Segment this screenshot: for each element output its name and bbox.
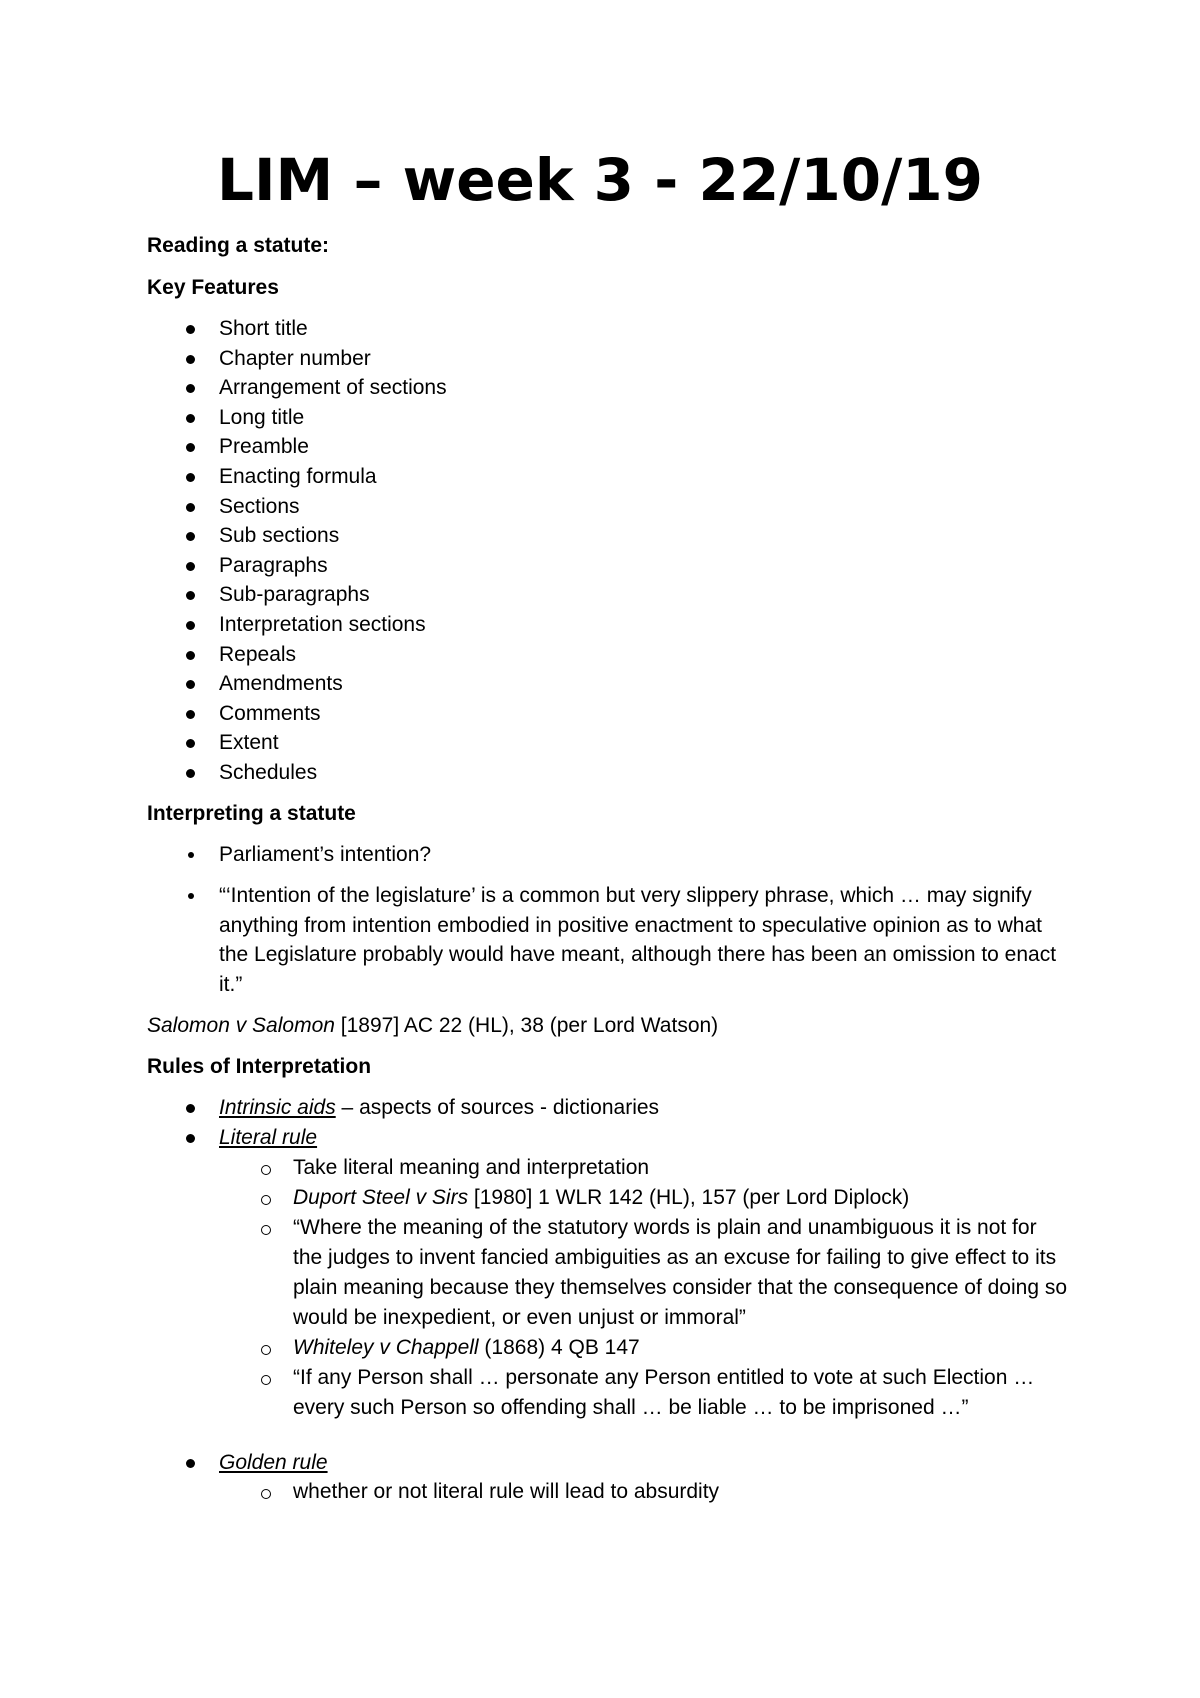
golden-rule-sublist	[147, 1477, 1067, 1507]
golden-rule-list	[147, 1448, 1067, 1478]
list-item	[147, 1123, 1067, 1153]
case-name: Whiteley v Chappell	[293, 1335, 479, 1359]
feature-item: Repeals	[147, 640, 1067, 670]
literal-rule-label: Literal rule	[219, 1126, 318, 1150]
sublist-item: “If any Person shall … personate any Person entitled to vote at such Election … every such Person so offending shall … be liable … to be imprisoned …”	[147, 1363, 1067, 1423]
page-title: LIM – week 3 - 22/10/19	[217, 146, 983, 214]
sublist-item: whether or not literal rule will lead to absurdity	[147, 1477, 1067, 1507]
list-item	[147, 1093, 1067, 1123]
intrinsic-aids-text: – aspects of sources - dictionaries	[335, 1096, 660, 1120]
rules-list	[147, 1093, 1067, 1152]
list-item: “‘Intention of the legislature’ is a common but very slippery phrase, which … may signify anything from intention embodied in positive enactment to speculative opinion as to what the Legislature probably would have meant, although there has been an omission to enact it.”	[147, 881, 1067, 999]
feature-item: Short title	[147, 314, 1067, 344]
feature-item: Arrangement of sections	[147, 373, 1067, 403]
sublist-item	[147, 1183, 1067, 1213]
feature-item: Preamble	[147, 432, 1067, 462]
feature-item: Enacting formula	[147, 462, 1067, 492]
feature-item: Sub sections	[147, 521, 1067, 551]
list-item	[147, 1448, 1067, 1478]
feature-item: Sections	[147, 492, 1067, 522]
feature-item: Chapter number	[147, 344, 1067, 374]
section-heading-rules: Rules of Interpretation	[147, 1055, 372, 1079]
list-item: Parliament’s intention?	[147, 840, 1067, 870]
feature-item: Long title	[147, 403, 1067, 433]
case-name: Duport Steel v Sirs	[293, 1185, 469, 1209]
section-heading-reading: Reading a statute:	[147, 234, 330, 257]
feature-item: Comments	[147, 699, 1067, 729]
feature-item: Extent	[147, 728, 1067, 758]
case-reference	[147, 1011, 1067, 1041]
key-features-list	[147, 314, 1067, 788]
case-citation: [1897] AC 22 (HL), 38 (per Lord Watson)	[334, 1014, 719, 1038]
document-body	[147, 232, 1067, 1507]
feature-item: Paragraphs	[147, 551, 1067, 581]
sublist-item: Take literal meaning and interpretation	[147, 1153, 1067, 1183]
literal-rule-sublist	[147, 1153, 1067, 1423]
section-heading-interpreting: Interpreting a statute	[147, 801, 356, 825]
feature-item: Sub-paragraphs	[147, 580, 1067, 610]
case-citation: [1980] 1 WLR 142 (HL), 157 (per Lord Diplock)	[468, 1185, 910, 1209]
golden-rule-label: Golden rule	[219, 1450, 328, 1474]
intrinsic-aids-label: Intrinsic aids	[219, 1096, 336, 1120]
interpreting-list	[147, 840, 1067, 1000]
sublist-item	[147, 1333, 1067, 1363]
subheading-key-features: Key Features	[147, 276, 279, 299]
feature-item: Amendments	[147, 669, 1067, 699]
sublist-item: “Where the meaning of the statutory words is plain and unambiguous it is not for the judges to invent fancied ambiguities as an excuse for failing to give effect to its plain meaning because they themselves consider that the consequence of doing so would be inexpedient, or even unjust or immoral”	[147, 1213, 1067, 1333]
feature-item: Interpretation sections	[147, 610, 1067, 640]
case-citation: (1868) 4 QB 147	[478, 1335, 640, 1359]
feature-item: Schedules	[147, 758, 1067, 788]
case-name: Salomon v Salomon	[147, 1014, 335, 1038]
